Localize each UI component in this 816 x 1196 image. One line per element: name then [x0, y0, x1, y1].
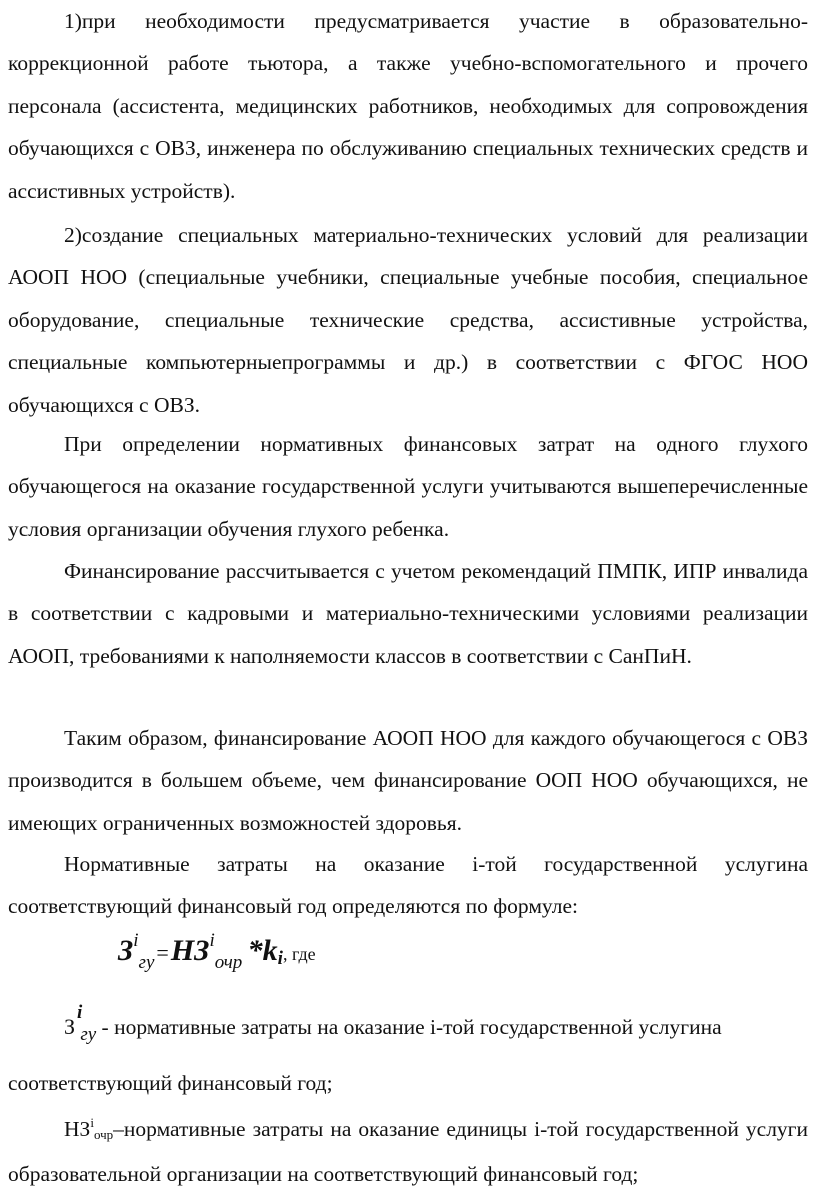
- definition-unit-sub: очр: [93, 1127, 114, 1142]
- paragraph-financing-volume: Таким образом, финансирование АООП НОО для каждого обучающегося с ОВЗ производится в большем объеме, чем финансирование ООП НОО обучающихся, не имеющих ограниченных возможностей здоровья.: [8, 726, 808, 835]
- definition-cost-text: - нормативные затраты на оказание i-той государственной услугина: [96, 1015, 722, 1039]
- formula-lhs-sup: i: [133, 930, 139, 951]
- cost-formula: [118, 930, 316, 990]
- definition-unit-cost: [8, 1108, 808, 1196]
- formula-rhs: НЗ: [170, 934, 210, 967]
- definition-cost-sup: i: [77, 1002, 83, 1023]
- formula-k-sub: i: [277, 948, 283, 969]
- paragraph-material-conditions: 2)создание специальных материально-технических условий для реализации АООП НОО (специальные учебники, специальные учебные пособия, специальное оборудование, специальные технические средства, ассистивные устройства, специальные компьютерныепрограммы и др.) в соответствии с ФГОС НОО обучающихся с ОВЗ.: [8, 223, 808, 417]
- formula-lhs-sub: гу: [138, 952, 155, 973]
- definition-unit-text: –нормативные затраты на оказание единицы i-той государственной услуги образовательной организации на соответствующий финансовый год;: [8, 1117, 808, 1187]
- definition-cost-symbol: З: [64, 1014, 76, 1039]
- definition-cost: [0, 1002, 816, 1095]
- definition-unit-symbol: НЗ: [64, 1117, 91, 1141]
- paragraph-financial-costs: При определении нормативных финансовых затрат на одного глухого обучающегося на оказание государственной услуги учитываются вышеперечисленные условия организации обучения глухого ребенка.: [8, 432, 808, 541]
- paragraph-formula-intro: Нормативные затраты на оказание i-той государственной услугина соответствующий финансовый год определяются по формуле:: [8, 852, 808, 919]
- paragraph-staff-support: 1)при необходимости предусматривается участие в образовательно-коррекционной работе тьютора, а также учебно-вспомогательного и прочего персонала (ассистента, медицинских работников, необходимых для сопровождения обучающихся с ОВЗ, инженера по обслуживанию специальных технических средств и ассистивных устройств).: [8, 9, 808, 203]
- paragraph-financing-calculation: Финансирование рассчитывается с учетом рекомендаций ПМПК, ИПР инвалида в соответствии с кадровыми и материально-техническими условиями реализации АООП, требованиями к наполняемости классов в соответствии с СанПиН.: [8, 559, 808, 668]
- formula-k: k: [262, 934, 278, 967]
- definition-cost-sub: гу: [80, 1024, 97, 1045]
- formula-rhs-sup: i: [209, 930, 215, 951]
- formula-multiply: *: [247, 934, 263, 967]
- definition-unit-sup: i: [90, 1115, 94, 1130]
- definition-cost-line2: соответствующий финансовый год;: [8, 1071, 333, 1095]
- formula-lhs: З: [118, 934, 134, 967]
- formula-rhs-sub: очр: [214, 952, 243, 973]
- formula-equals: =: [156, 940, 169, 965]
- formula-tail: , где: [282, 944, 316, 964]
